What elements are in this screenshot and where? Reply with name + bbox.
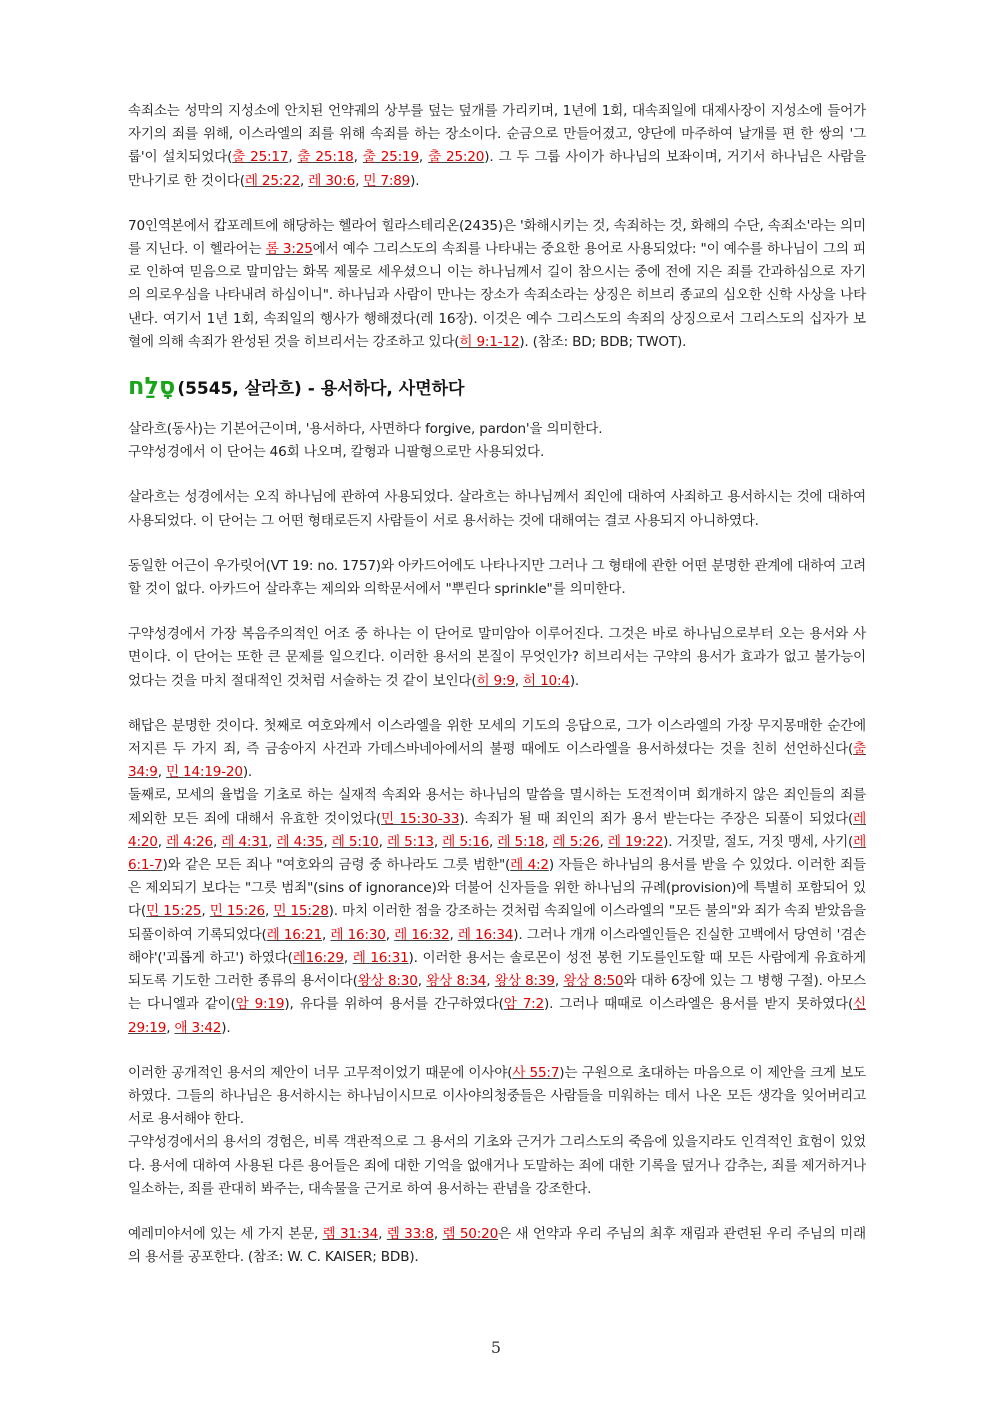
scripture-reference-link[interactable]: 렘 31:34 [322,1225,379,1242]
text-run: , [489,833,498,850]
paragraph-text [128,623,866,693]
text-run: ). 속죄가 될 때 죄인의 죄가 용서 받는다는 주장은 되풀이 되었다( [459,810,854,827]
scripture-reference-link[interactable]: 히 10:4 [523,672,570,689]
text-run: , [300,172,309,189]
text-run: 은 새 언약과 우리 주님의 최후 재림과 관련된 우리 주님의 미래의 용서를 공포한다. (참조: W. C. KAISER; BDB). [128,1225,866,1266]
scripture-reference-link[interactable]: 출 25:20 [428,149,485,166]
paragraph-text [128,1062,866,1132]
paragraph-text [128,486,866,532]
paragraph-jeremiah [128,1223,866,1269]
text-run: ). 그 두 그룹 사이가 하나님의 보좌이며, 거기서 하나님은 사람을 만나기로 한 것이다( [128,149,867,189]
scripture-reference-link[interactable]: 출 34:9 [128,741,866,781]
paragraph-usage [128,486,866,554]
text-run: 이러한 공개적인 용서의 제안이 너무 고무적이었기 때문에 이사야( [128,1064,513,1081]
scripture-reference-link[interactable]: 레 5:18 [497,833,545,850]
scripture-reference-link[interactable]: 렘 50:20 [442,1225,499,1242]
text-run: , [378,833,387,850]
text-run: ). 이러한 용서는 솔로몬이 성전 봉헌 기도를인도할 때 모든 사람에게 유효하게 되도록 기도한 그러한 종류의 용서이다( [128,949,866,990]
text-run: , [166,1019,175,1036]
text-run: , [353,149,363,166]
scripture-reference-link[interactable]: 레 4:26 [166,833,213,850]
paragraph-text [128,555,866,601]
paragraph-gospel-tone [128,623,866,715]
scripture-reference-link[interactable]: 레 4:35 [276,833,324,850]
text-run: )는 구원으로 초대하는 마음으로 이 제안을 크게 보도하였다. 그들의 하나님은 용서하시는 하나님이시므로 이사야의청중들은 사람들을 미워하는 데서 나온 모든 생각을 잊어버리고 서로 용서해야 한다. [128,1064,866,1128]
scripture-reference-link[interactable]: 민 14:19-20 [165,764,243,781]
text-run: , [212,833,222,850]
text-run: , [417,973,427,990]
text-run: 에서 예수 그리스도의 속죄를 나타내는 중요한 용어로 사용되었다: "이 예수를 하나님이 그의 피로 인하여 믿음으로 말미암는 화목 제물로 세우셨으니 이는 하나님께서 길이 참으시는 중에 전에 지은 죄를 간과하심으로 자기의 의로우심을 나타내려 하심이니". 하나님과 사람이 만나는 장소가 속죄소라는 상징은 히브리 종교의 심오한 신학 사상을 나타낸다. 여기서 1년 1회, 속죄일의 행사가 행해졌다(레 16장). 이것은 예수 그리스도의 속죄의 상징으로서 그리스도의 십자가 보혈에 의해 속죄가 완성된 것을 히브리서는 강조하고 있다( [128,241,866,350]
text-run: , [385,926,395,943]
text-run: 살라흐는 성경에서는 오직 하나님에 관하여 사용되었다. 살라흐는 하나님께서 죄인에 대하여 사죄하고 용서하시는 것에 대하여 사용되었다. 이 단어는 그 어떤 형태로든지 사람들이 서로 용서하는 것에 대해여는 결코 사용되지 아니하였다. [128,489,866,529]
text-run: ). [569,672,580,689]
page-number: 5 [490,1338,502,1357]
text-run: 구약성경에서 가장 복음주의적인 어조 중 하나는 이 단어로 말미암아 이루어진다. 그것은 바로 하나님으로부터 오는 용서와 사면이다. 이 단어는 또한 큰 문제를 일으킨다. 이러한 용서의 본질이 무엇인가? 히브리서는 구약의 용서가 효과가 없고 불가능이었다는 것을 마치 절대적인 것처럼 서술하는 것 같이 보인다( [128,626,866,689]
paragraph-text [128,1223,866,1269]
text-run: ). 그러나 개개 이스라엘인들은 진실한 고백에서 당연히 '겸손해야'('괴롭게 하고') 하였다( [128,926,867,966]
scripture-reference-link[interactable]: 민 15:25 [146,903,202,920]
text-run: , [433,1225,443,1242]
text-run: , [201,903,210,920]
text-run: ). [221,1019,231,1036]
heading-text: (5545, 살라흐) - 용서하다, 사면하다 [177,378,465,399]
text-run: , [486,973,495,990]
paragraph-hilasterion [128,215,866,368]
text-run: ) 자들은 하나님의 용서를 받을 수 있었다. 이러한 죄들은 제외되기 보다는 "그릇 범죄"(sins of ignorance)와 더불어 신자들을 위한 하나님의 규례(provision)에 특별히 포함되어 있다( [128,857,866,920]
text-run: 살라흐(동사)는 기본어근이며, '용서하다, 사면하다 forgive, pardon'을 의미한다. [128,421,603,438]
paragraph-text [128,215,866,354]
text-run: , [554,973,564,990]
paragraph-experience [128,1131,866,1223]
scripture-reference-link[interactable]: 민 15:26 [209,903,265,920]
paragraph-text [128,441,866,464]
scripture-reference-link[interactable]: 왕상 8:39 [494,973,555,990]
text-run: ). 마치 이러한 점을 강조하는 것처럼 속죄일에 이스라엘의 "모든 불의"와 죄가 속죄 받았음을 되풀이하여 기록되었다( [128,903,866,943]
text-run: 동일한 어근이 우가릿어(VT 19: no. 1757)와 아카드어에도 나타나지만 그러나 그 형태에 관한 어떤 분명한 관계에 대하여 고려할 것이 없다. 아카드어 살라후는 제의와 의학문서에서 "뿌린다 sprinkle"를 의미한다. [128,557,866,598]
text-run: 70인역본에서 캅포레트에 해당하는 헬라어 힐라스테리온(2435)은 '화해시키는 것, 속죄하는 것, 화해의 수단, 속죄소'라는 의미를 지닌다. 이 헬라어는 [128,217,866,258]
scripture-reference-link[interactable]: 레16:29 [292,949,344,966]
text-run: , [514,672,524,689]
text-run: 예레미야서에 있는 세 가지 본문, [128,1225,323,1242]
scripture-reference-link[interactable]: 히 9:9 [476,672,515,689]
paragraph-text [128,418,866,441]
paragraph-occurrences [128,441,866,486]
scripture-reference-link[interactable]: 레 16:32 [394,926,450,943]
text-run: , [355,172,364,189]
text-run: , [157,833,167,850]
scripture-reference-link[interactable]: 레 25:22 [244,172,301,189]
scripture-reference-link[interactable]: 민 7:89 [363,172,411,189]
paragraph-text [128,784,866,1039]
text-run: , [343,949,353,966]
text-run: , [323,833,332,850]
paragraph-text [128,100,866,193]
paragraph-second [128,784,866,1061]
scripture-reference-link[interactable]: 신 29:19 [128,996,867,1036]
scripture-reference-link[interactable]: 레 30:6 [308,172,356,189]
scripture-reference-link[interactable]: 왕상 8:30 [357,973,418,990]
text-run: , [322,926,331,943]
scripture-reference-link[interactable]: 렘 33:8 [386,1225,434,1242]
paragraph-text [128,1131,866,1201]
scripture-reference-link[interactable]: 사 55:7 [512,1064,560,1081]
scripture-reference-link[interactable]: 레 5:13 [386,833,434,850]
scripture-reference-link[interactable]: 출 25:18 [297,149,354,166]
scripture-reference-link[interactable]: 롬 3:25 [265,241,313,258]
paragraph-definition [128,418,866,441]
scripture-reference-link[interactable]: 애 3:42 [174,1019,222,1036]
scripture-reference-link[interactable]: 레 4:2 [510,857,549,874]
scripture-reference-link[interactable]: 레 16:31 [352,949,409,966]
paragraph-isaiah [128,1062,866,1132]
text-run: , [288,149,298,166]
text-run: ), 유다를 위하여 용서를 간구하였다( [284,996,504,1013]
text-run: ). [242,764,253,781]
entry-heading [128,368,866,404]
text-run: , [268,833,277,850]
scripture-reference-link[interactable]: 레 16:21 [266,926,323,943]
text-run: 구약성경에서 이 단어는 46회 나오며, 칼형과 니팔형으로만 사용되었다. [128,444,545,461]
scripture-reference-link[interactable]: 왕상 8:34 [426,973,487,990]
text-run: 둘째로, 모세의 율법을 기초로 하는 실재적 속죄와 용서는 하나님의 말씀을 멸시하는 도전적이며 회개하지 않은 죄인들의 죄를 제외한 모든 죄에 대해서 유효한 것이었다( [128,787,866,827]
text-run: 와 대하 6장에 있는 그 병행 구절). 아모스는 다니엘과 같이( [128,973,866,1013]
scripture-reference-link[interactable]: 민 15:30-33 [381,810,460,827]
scripture-reference-link[interactable]: 레 16:30 [330,926,386,943]
text-run: 해답은 분명한 것이다. 첫째로 여호와께서 이스라엘을 위한 모세의 기도의 응답으로, 그가 이스라엘의 가장 무지몽매한 순간에 저지른 두 가지 죄, 즉 금송아지 사건과 가데스바네아에서의 불평 때에도 이스라엘을 용서하셨다는 것을 친히 선언하신다( [128,717,866,758]
paragraph-cognates [128,555,866,623]
scripture-reference-link[interactable]: 레 6:1-7 [128,833,867,874]
scripture-reference-link[interactable]: 암 7:2 [503,996,545,1013]
scripture-reference-link[interactable]: 레 4:31 [221,833,269,850]
scripture-reference-link[interactable]: 레 4:20 [128,810,866,850]
text-run: 구약성경에서의 용서의 경험은, 비록 객관적으로 그 용서의 기초와 근거가 그리스도의 죽음에 있을지라도 인격적인 효험이 있었다. 용서에 대하여 사용된 다른 용어들은 죄에 대한 기억을 없애거나 도말하는 죄에 대한 기록을 덮거나 감추는, 죄를 제거하거나 일소하는, 죄를 관대히 봐주는, 대속물을 근거로 하여 용서하는 관념을 강조한다. [128,1134,866,1197]
scripture-reference-link[interactable]: 레 16:34 [457,926,514,943]
text-run: , [157,764,166,781]
scripture-reference-link[interactable]: 출 25:19 [362,149,419,166]
scripture-reference-link[interactable]: 레 5:16 [442,833,490,850]
text-run: ). (참조: BD; BDB; TWOT). [519,333,687,350]
text-run: , [449,926,458,943]
scripture-reference-link[interactable]: 민 15:28 [273,903,329,920]
text-run: , [599,833,608,850]
scripture-reference-link[interactable]: 레 19:22 [607,833,664,850]
paragraph-answer [128,715,866,785]
scripture-reference-link[interactable]: 왕상 8:50 [563,973,624,990]
text-run: 속죄소는 성막의 지성소에 안치된 언약궤의 상부를 덮는 덮개를 가리키며, 1년에 1회, 대속죄일에 대제사장이 지성소에 들어가 자기의 죄를 위해, 이스라엘의 죄를 위해 속죄를 하는 장소이다. 순금으로 만들어졌고, 양단에 마주하여 날개를 편 한 쌍의 '그룹'이 설치되었다( [128,103,866,166]
text-run: , [433,833,443,850]
hebrew-word: סָלַח [128,372,176,401]
text-run: , [265,903,274,920]
scripture-reference-link[interactable]: 암 9:19 [235,996,285,1013]
scripture-reference-link[interactable]: 출 25:17 [232,149,289,166]
document-page [128,100,866,1269]
text-run: ). 거짓말, 절도, 거짓 맹세, 사기( [663,833,854,850]
text-run: , [544,833,553,850]
text-run: ). 그러나 때때로 이스라엘은 용서를 받지 못하였다( [544,996,854,1013]
scripture-reference-link[interactable]: 레 5:26 [552,833,600,850]
text-run: , [378,1225,387,1242]
scripture-reference-link[interactable]: 히 9:1-12 [459,333,520,350]
paragraph-text [128,715,866,785]
text-run: )와 같은 모든 죄나 "여호와의 금령 중 하나라도 그릇 범한"( [162,857,511,874]
paragraph-mercy-seat [128,100,866,215]
scripture-reference-link[interactable]: 레 5:10 [331,833,379,850]
text-run: , [418,149,429,166]
text-run: ). [410,172,420,189]
